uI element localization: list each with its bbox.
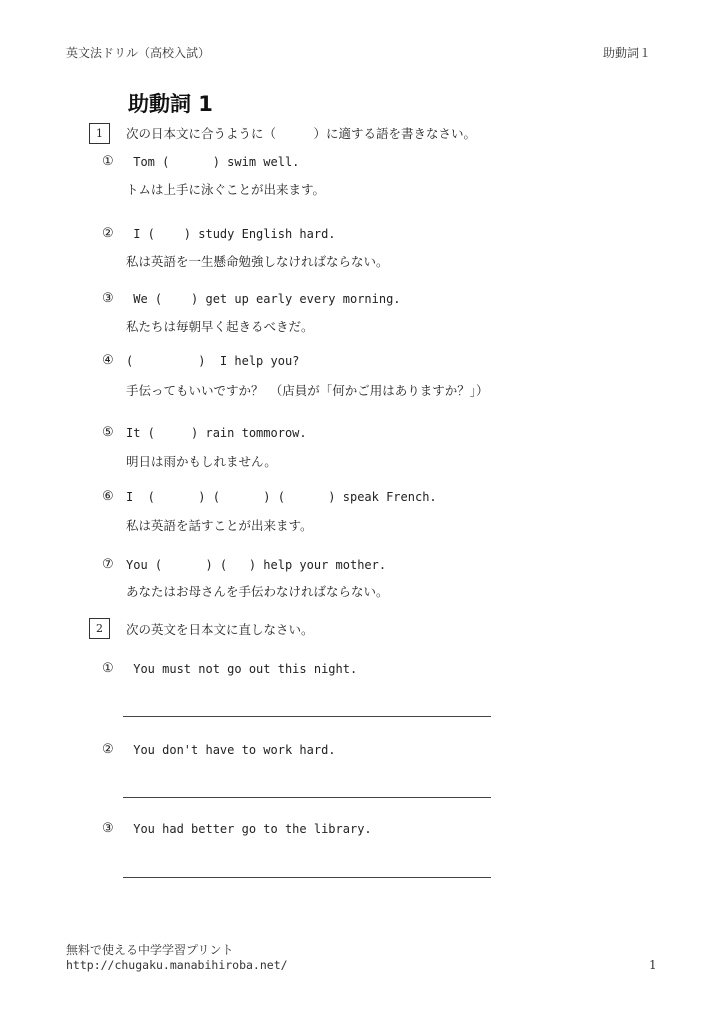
item-number: ⑤ — [102, 425, 114, 440]
item-english: You don't have to work hard. — [126, 743, 336, 757]
item-number: ② — [102, 742, 114, 757]
item-japanese: トムは上手に泳ぐことが出来ます。 — [126, 182, 326, 197]
answer-line[interactable] — [123, 716, 491, 717]
header-section: 助動詞１ — [603, 46, 652, 60]
item-japanese: 私たちは毎朝早く起きるべきだ。 — [126, 319, 314, 334]
item-number: ⑦ — [102, 557, 114, 572]
item-japanese: 私は英語を話すことが出来ます。 — [126, 518, 313, 533]
item-japanese: 明日は雨かもしれません。 — [126, 454, 277, 469]
item-english: You had better go to the library. — [126, 822, 372, 836]
item-number: ③ — [102, 291, 114, 306]
item-english: You ( ) ( ) help your mother. — [126, 558, 387, 572]
item-number: ① — [102, 661, 114, 676]
item-number: ③ — [102, 821, 114, 836]
item-english: I ( ) study English hard. — [126, 227, 336, 241]
item-english: I ( ) ( ) ( ) speak French. — [126, 490, 437, 504]
item-japanese: あなたはお母さんを手伝わなければならない。 — [126, 584, 389, 599]
question-number-box: 1 — [89, 123, 110, 144]
section1-instruction: 次の日本文に合うように（ ）に適する語を書きなさい。 — [126, 126, 477, 141]
answer-line[interactable] — [123, 877, 491, 878]
footer-url-link[interactable]: http://chugaku.manabihiroba.net/ — [66, 958, 288, 972]
header-title: 英文法ドリル（高校入試） — [66, 46, 211, 60]
item-number: ① — [102, 154, 114, 169]
item-english: We ( ) get up early every morning. — [126, 292, 401, 306]
question-number-box: 2 — [89, 618, 110, 639]
item-english: You must not go out this night. — [126, 662, 358, 676]
footer-site-name: 無料で使える中学学習プリント — [66, 943, 234, 957]
answer-line[interactable] — [123, 797, 491, 798]
item-japanese: 私は英語を一生懸命勉強しなければならない。 — [126, 254, 389, 269]
page-title: 助動詞 1 — [128, 92, 213, 116]
item-number: ⑥ — [102, 489, 114, 504]
section2-instruction: 次の英文を日本文に直しなさい。 — [126, 622, 314, 637]
page-number: 1 — [649, 958, 657, 972]
item-number: ② — [102, 226, 114, 241]
item-english: Tom ( ) swim well. — [126, 155, 300, 169]
item-japanese: 手伝ってもいいですか？ （店員が「何かご用はありますか？」） — [126, 383, 489, 398]
item-number: ④ — [102, 353, 114, 368]
item-english: ( ) I help you? — [126, 354, 300, 368]
item-english: It ( ) rain tommorow. — [126, 426, 307, 440]
